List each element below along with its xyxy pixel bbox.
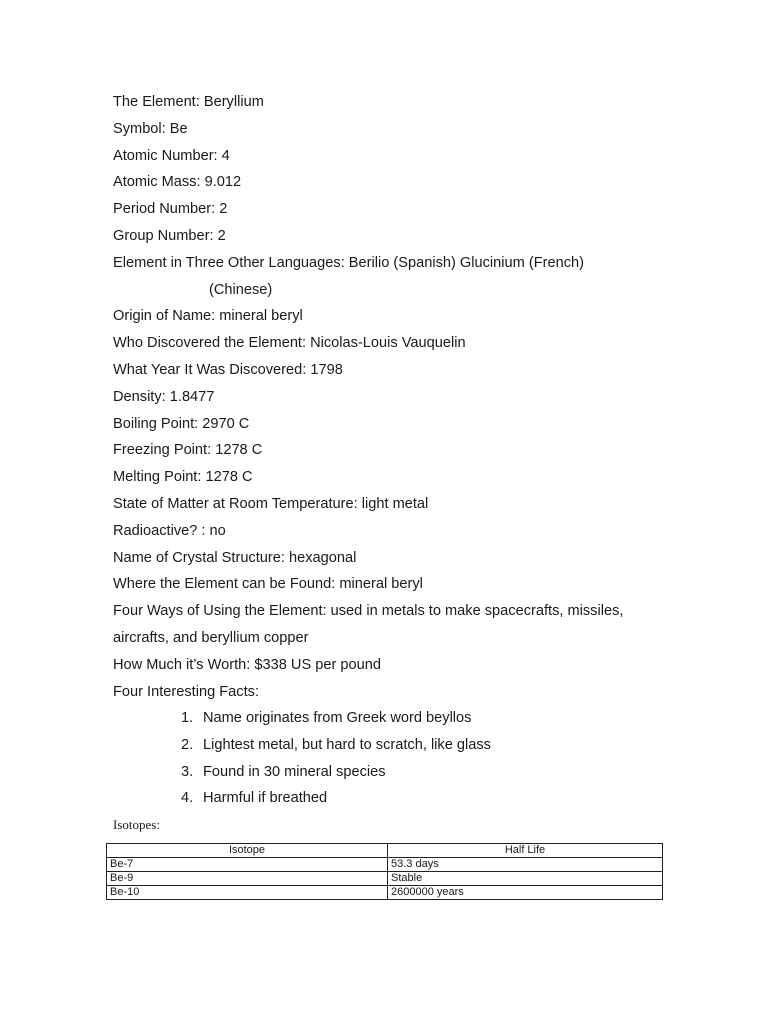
- uses-line: Four Ways of Using the Element: used in metals to make spacecrafts, missiles,: [113, 603, 624, 620]
- uses-line-continued: aircrafts, and beryllium copper: [113, 629, 309, 646]
- where-found-line: Where the Element can be Found: mineral beryl: [113, 576, 423, 593]
- element-name-line: The Element: Beryllium: [113, 94, 264, 110]
- fact-text: Name originates from Greek word beyllos: [203, 710, 472, 727]
- state-of-matter-line: State of Matter at Room Temperature: light metal: [113, 495, 429, 512]
- melting-point-line: Melting Point: 1278 C: [113, 469, 253, 486]
- list-item: [113, 732, 733, 759]
- fact-number: 1.: [181, 710, 194, 727]
- isotope-cell: Be-9: [107, 872, 388, 886]
- symbol-line: Symbol: Be: [113, 120, 188, 137]
- table-header-row: [107, 844, 663, 858]
- list-item: [113, 705, 733, 732]
- isotope-cell: Be-7: [107, 858, 388, 872]
- isotopes-table: [106, 843, 663, 900]
- fact-text: Harmful if breathed: [203, 790, 328, 807]
- fact-number: 2.: [181, 736, 194, 753]
- languages-line-continued: (Chinese): [209, 281, 273, 298]
- boiling-point-line: Boiling Point: 2970 C: [113, 415, 250, 432]
- table-row: [107, 886, 663, 900]
- table-row: [107, 858, 663, 872]
- isotope-cell: Be-10: [107, 886, 388, 900]
- fact-number: 4.: [181, 790, 194, 807]
- facts-list: [113, 705, 733, 811]
- origin-of-name-line: Origin of Name: mineral beryl: [113, 308, 303, 325]
- period-number-line: Period Number: 2: [113, 201, 228, 218]
- freezing-point-line: Freezing Point: 1278 C: [113, 442, 263, 459]
- isotopes-heading: Isotopes:: [113, 817, 160, 832]
- fact-text: Lightest metal, but hard to scratch, like glass: [203, 736, 491, 753]
- worth-line: How Much it’s Worth: $338 US per pound: [113, 656, 381, 673]
- density-line: Density: 1.8477: [113, 388, 215, 405]
- languages-line: Element in Three Other Languages: Berilio (Spanish) Glucinium (French): [113, 254, 585, 271]
- list-item: [113, 785, 733, 812]
- table-row: [107, 872, 663, 886]
- discovery-year-line: What Year It Was Discovered: 1798: [113, 361, 343, 378]
- atomic-number-line: Atomic Number: 4: [113, 147, 230, 164]
- column-header-half-life: Half Life: [388, 844, 663, 858]
- atomic-mass-line: Atomic Mass: 9.012: [113, 174, 242, 191]
- list-item: [113, 759, 733, 786]
- radioactive-line: Radioactive? : no: [113, 522, 226, 539]
- facts-heading: Four Interesting Facts:: [113, 683, 259, 700]
- fact-number: 3.: [181, 763, 194, 780]
- half-life-cell: 2600000 years: [388, 886, 663, 900]
- discoverer-line: Who Discovered the Element: Nicolas-Louis Vauquelin: [113, 335, 466, 352]
- half-life-cell: 53.3 days: [388, 858, 663, 872]
- crystal-structure-line: Name of Crystal Structure: hexagonal: [113, 549, 357, 566]
- element-info: [113, 89, 733, 812]
- group-number-line: Group Number: 2: [113, 227, 226, 244]
- half-life-cell: Stable: [388, 872, 663, 886]
- fact-text: Found in 30 mineral species: [203, 763, 386, 780]
- column-header-isotope: Isotope: [107, 844, 388, 858]
